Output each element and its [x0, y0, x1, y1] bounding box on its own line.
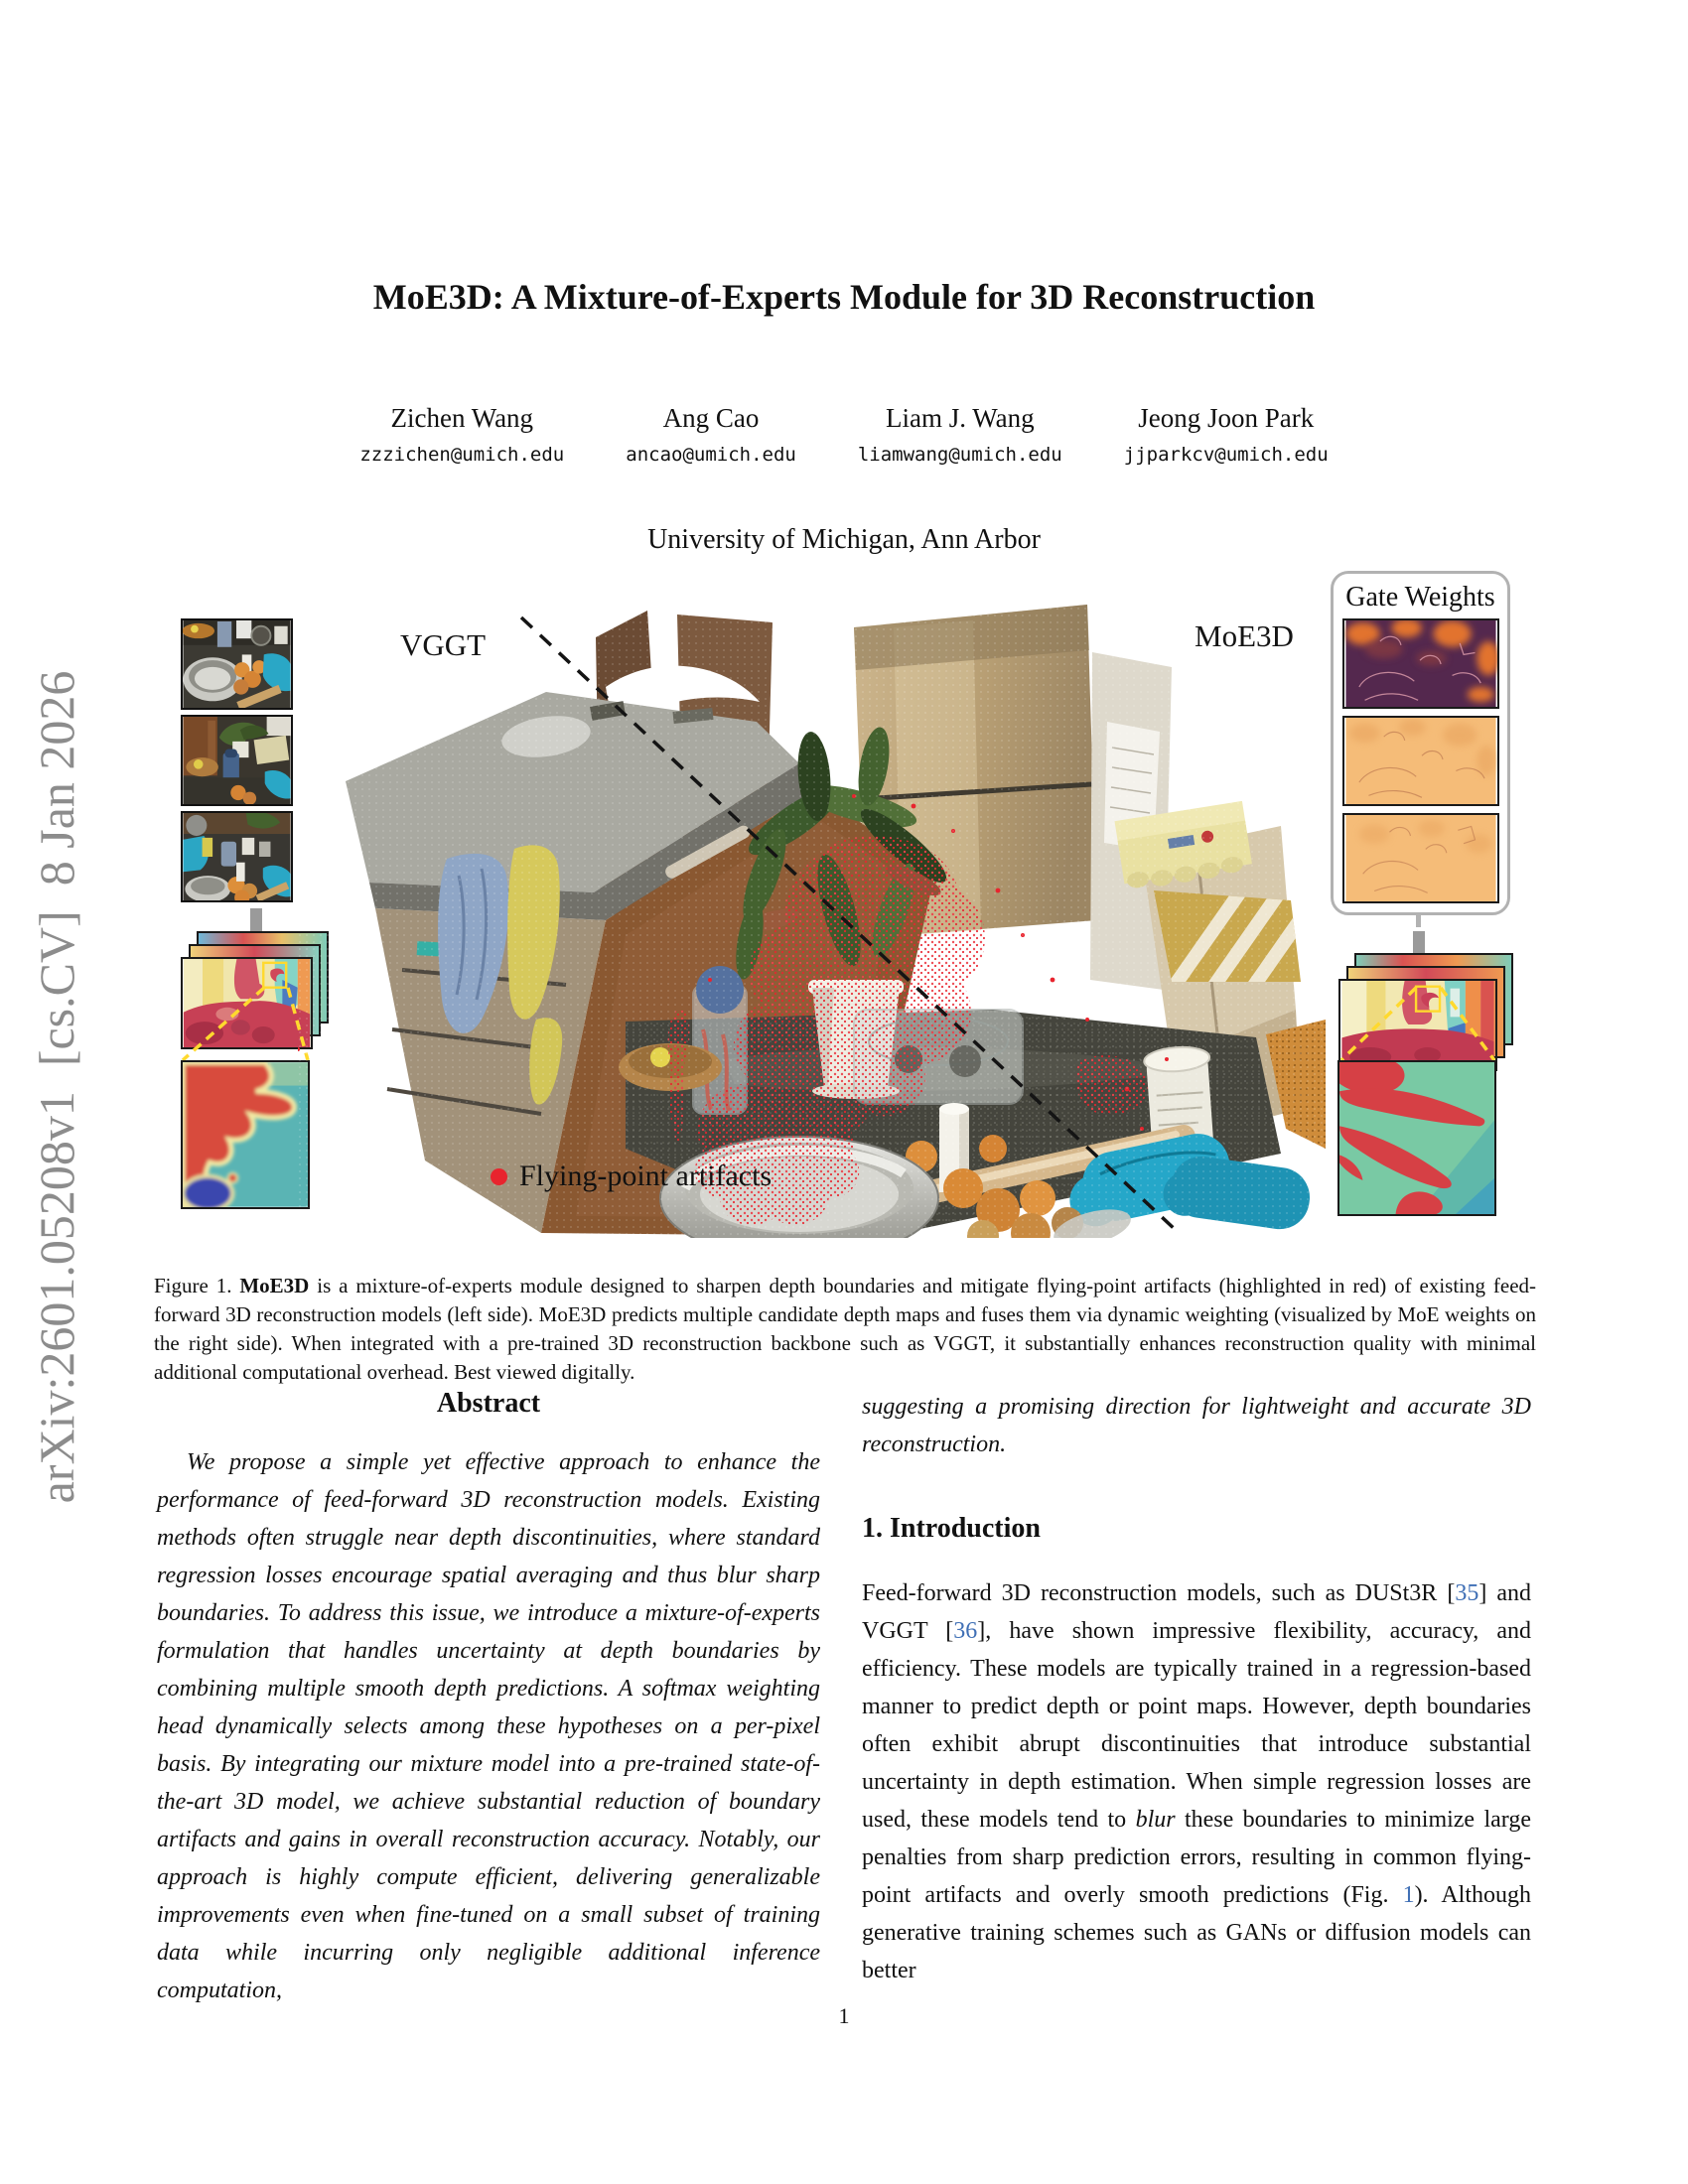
author-2	[858, 403, 1062, 466]
input-view-thumbnail-2	[181, 715, 293, 806]
text-segment: ], have shown impressive flexibility, accuracy, and efficiency. These models are typically trained in a regression-based manner to predict depth or point maps. However, depth boundaries often exhibit abrupt discontinuities that introduce substantial uncertainty in depth estimation. When simple regression losses are used, these models tend to	[862, 1618, 1532, 1833]
author-block	[0, 403, 1688, 466]
text-segment: blur	[1135, 1807, 1176, 1833]
author-name: Liam J. Wang	[886, 403, 1035, 433]
depth-map-zoom-crop-left	[181, 1060, 310, 1209]
citation-link[interactable]: 1	[1402, 1882, 1415, 1908]
citation-link[interactable]: 36	[953, 1618, 978, 1644]
text-segment: ). Although generative training schemes such as GANs or diffusion models can better	[862, 1882, 1531, 1983]
author-3	[1124, 403, 1329, 466]
zoom-callout-lines-left	[179, 983, 313, 1062]
figure-caption	[154, 1272, 1536, 1387]
gate-weights-title: Gate Weights	[1345, 582, 1495, 613]
kitchen-photo-icon	[183, 717, 291, 804]
text-segment: Feed-forward 3D reconstruction models, such as DUSt3R [	[862, 1580, 1456, 1606]
gate-heatmap-icon	[1344, 620, 1497, 707]
flying-point-legend	[491, 1160, 772, 1193]
input-view-thumbnail-1	[181, 618, 293, 710]
gate-weight-map-3	[1342, 813, 1499, 903]
input-view-thumbnail-3	[181, 811, 293, 902]
author-name: Zichen Wang	[390, 403, 534, 433]
text-segment: is a mixture-of-experts module designed to sharpen depth boundaries and mitigate flying-point artifacts (highlighted in red) of existing feed-forward 3D reconstruction models (left side). MoE3D predicts multiple candidate depth maps and fuses them via dynamic weighting (visualized by MoE weights on the right side). When integrated with a pre-trained 3D reconstruction backbone such as VGGT, it substantially enhances reconstruction quality with minimal additional computational overhead. Best viewed digitally.	[154, 1274, 1537, 1384]
column-left	[157, 1388, 820, 2009]
vggt-label: VGGT	[400, 627, 487, 662]
legend-label: Flying-point artifacts	[519, 1160, 773, 1192]
sharp-depth-crop-icon	[1339, 1062, 1494, 1214]
abstract-text-continued: suggesting a promising direction for lightweight and accurate 3D reconstruction.	[862, 1394, 1531, 1457]
kitchen-photo-icon	[183, 620, 291, 708]
citation-link[interactable]: 35	[1455, 1580, 1479, 1606]
abstract-text: We propose a simple yet effective approach to enhance the performance of feed-forward 3D reconstruction models. Existing methods often struggle near depth discontinuities, where standard regression losses encourage spatial averaging and thus blur sharp boundaries. To address this issue, we introduce a mixture-of-experts formulation that handles uncertainty at depth boundaries by combining multiple smooth depth predictions. A softmax weighting head dynamically selects among these hypotheses on a per-pixel basis. By integrating our mixture model into a pre-trained state-of-the-art 3D model, we achieve substantial reduction of boundary artifacts and gains in overall reconstruction accuracy. Notably, our approach is highly compute efficient, delivering generalizable improvements even when fine-tuned on a small subset of training data while incurring only negligible additional inference computation,	[157, 1449, 820, 2003]
author-name: Jeong Joon Park	[1138, 403, 1315, 433]
kitchen-photo-icon	[183, 813, 291, 900]
reconstruction-scene	[298, 593, 1326, 1238]
gate-weight-map-1	[1342, 618, 1499, 709]
author-email[interactable]: ancao@umich.edu	[626, 444, 796, 466]
text-segment: MoE3D	[239, 1274, 310, 1297]
moe3d-label: MoE3D	[1195, 618, 1294, 653]
arxiv-banner: arXiv:2601.05208v1 [cs.CV] 8 Jan 2026	[29, 670, 84, 1504]
gate-weights-panel	[1331, 571, 1510, 915]
depth-map-zoom-crop-right	[1337, 1060, 1496, 1216]
paper-title: MoE3D: A Mixture-of-Experts Module for 3D Reconstruction	[372, 277, 1316, 317]
abstract-heading: Abstract	[436, 1388, 541, 1419]
zoom-callout-lines-right	[1336, 985, 1499, 1062]
author-1	[626, 403, 796, 466]
author-email[interactable]: zzzichen@umich.edu	[359, 444, 565, 466]
author-email[interactable]: liamwang@umich.edu	[857, 444, 1062, 466]
page-number: 1	[838, 2003, 850, 2028]
gate-heatmap-icon	[1344, 815, 1497, 901]
author-name: Ang Cao	[662, 403, 760, 433]
column-right	[862, 1388, 1531, 1989]
text-segment: these boundaries to minimize large penalties from sharp prediction errors, resulting in common flying-point artifacts and overly smooth predictions (Fig.	[862, 1807, 1532, 1908]
author-email[interactable]: jjparkcv@umich.edu	[1123, 444, 1329, 466]
introduction-paragraph	[862, 1574, 1531, 1989]
affiliation: University of Michigan, Ann Arbor	[647, 524, 1041, 555]
author-0	[359, 403, 564, 466]
gate-weight-map-2	[1342, 716, 1499, 806]
blurry-depth-crop-icon	[183, 1062, 308, 1207]
text-segment: Figure 1.	[154, 1274, 240, 1297]
introduction-heading: 1. Introduction	[862, 1513, 1041, 1544]
legend-dot-icon	[491, 1168, 507, 1185]
text-segment: ] and VGGT [	[862, 1580, 1531, 1644]
gate-heatmap-icon	[1344, 718, 1497, 804]
connector-line	[1416, 913, 1421, 927]
